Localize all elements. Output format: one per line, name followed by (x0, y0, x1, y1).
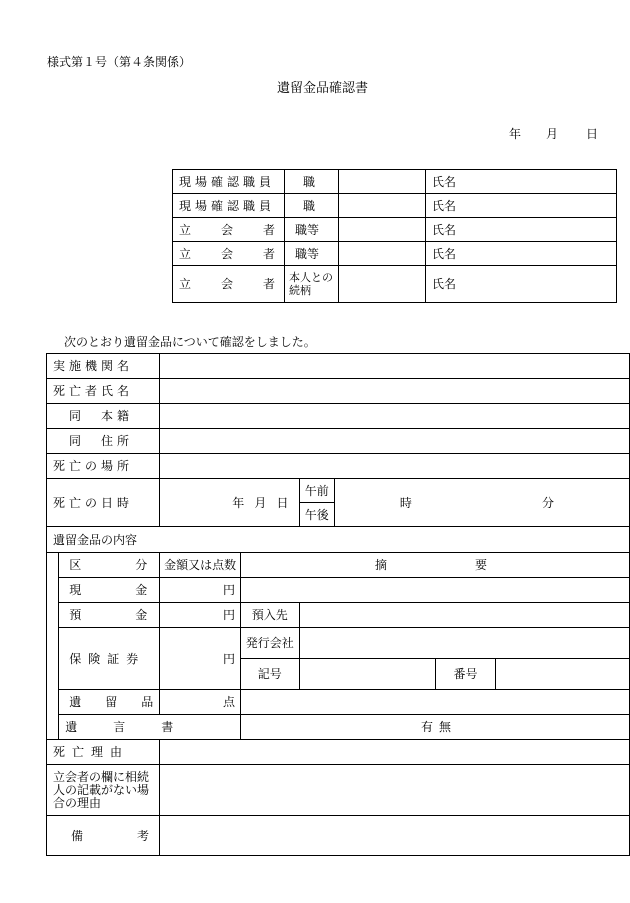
cash-amount[interactable]: 円 (160, 578, 241, 603)
symbol-value[interactable] (299, 659, 436, 690)
witness-role: 現場確認職員 (173, 194, 285, 218)
will-option-group (421, 720, 451, 734)
death-reason-label: 死亡理由 (47, 740, 160, 765)
witness-name-label[interactable]: 氏名 (426, 266, 617, 303)
deposit-label: 預 金 (59, 603, 160, 628)
witness-row (173, 218, 617, 242)
items-count[interactable]: 点 (160, 690, 241, 715)
number-value[interactable] (495, 659, 629, 690)
deceased-name-row (47, 379, 630, 404)
witness-field-value[interactable] (339, 242, 426, 266)
witness-field-value[interactable] (339, 218, 426, 242)
deceased-name-value[interactable] (160, 379, 630, 404)
document-title: 遺留金品確認書 (277, 81, 369, 96)
witness-table (172, 169, 617, 303)
witness-role: 立 会 者 (173, 242, 285, 266)
witness-role: 立 会 者 (173, 266, 285, 303)
witness-field-label: 職等 (285, 218, 339, 242)
deposit-to-value[interactable] (299, 603, 629, 628)
death-place-label: 死亡の場所 (47, 454, 160, 479)
witness-field-value[interactable] (339, 266, 426, 303)
death-place-value[interactable] (160, 454, 630, 479)
col-amount-label: 金額又は点数 (160, 553, 241, 578)
deposit-amount[interactable]: 円 (160, 603, 241, 628)
address-label: 同 住所 (47, 429, 160, 454)
death-datetime-label: 死亡の日時 (47, 479, 160, 527)
am-option[interactable]: 午前 (299, 479, 334, 503)
remarks-value[interactable] (160, 816, 630, 856)
number-label: 番号 (436, 659, 496, 690)
agency-row (47, 354, 630, 379)
witness-row (173, 242, 617, 266)
no-heir-reason-label: 立会者の欄に相続人の記載がない場合の理由 (47, 765, 160, 816)
witness-name-label[interactable]: 氏名 (426, 242, 617, 266)
death-date-fields (232, 496, 288, 510)
remarks-row (47, 816, 630, 856)
address-row (47, 429, 630, 454)
death-time-value[interactable] (334, 479, 629, 527)
witness-field-value[interactable] (339, 170, 426, 194)
will-yes-option[interactable]: 有 (421, 720, 434, 734)
main-form-table (46, 353, 630, 856)
col-category-label: 区 分 (59, 553, 160, 578)
address-value[interactable] (160, 429, 630, 454)
date-year-label: 年 (509, 127, 522, 141)
cash-label: 現 金 (59, 578, 160, 603)
insurance-row (47, 628, 630, 659)
cash-row (47, 578, 630, 603)
witness-field-label: 職等 (285, 242, 339, 266)
dt-day-label: 日 (276, 495, 289, 510)
insurance-label: 保険証券 (59, 628, 160, 690)
domicile-label: 同 本籍 (47, 404, 160, 429)
agency-label: 実施機関名 (47, 354, 160, 379)
symbol-label: 記号 (241, 659, 300, 690)
dt-year-label: 年 (232, 495, 245, 510)
death-place-row (47, 454, 630, 479)
death-time-fields (400, 496, 554, 510)
contents-column-row (47, 553, 630, 578)
will-options[interactable] (241, 715, 630, 740)
witness-field-label: 本人との続柄 (285, 266, 339, 303)
items-label: 遺 留 品 (59, 690, 160, 715)
no-heir-reason-value[interactable] (160, 765, 630, 816)
pm-option[interactable]: 午後 (299, 503, 334, 527)
death-date-value[interactable] (160, 479, 299, 527)
will-label: 遺 言 書 (59, 715, 241, 740)
col-summary-label: 摘 要 (241, 553, 630, 578)
date-month-label: 月 (546, 127, 559, 141)
deposit-to-label: 預入先 (241, 603, 300, 628)
no-heir-reason-row (47, 765, 630, 816)
death-datetime-row (47, 479, 630, 503)
issuer-value[interactable] (299, 628, 629, 659)
contents-label: 遺留金品の内容 (47, 527, 630, 553)
death-reason-row (47, 740, 630, 765)
witness-row (173, 194, 617, 218)
witness-field-label: 職 (285, 170, 339, 194)
items-row (47, 690, 630, 715)
domicile-value[interactable] (160, 404, 630, 429)
date-day-label: 日 (586, 127, 599, 141)
dt-month-label: 月 (254, 495, 267, 510)
witness-field-label: 職 (285, 194, 339, 218)
deceased-name-label: 死亡者氏名 (47, 379, 160, 404)
items-summary[interactable] (241, 690, 630, 715)
contents-header-row (47, 527, 630, 553)
agency-value[interactable] (160, 354, 630, 379)
witness-name-label[interactable]: 氏名 (426, 218, 617, 242)
witness-role: 現場確認職員 (173, 170, 285, 194)
witness-role: 立 会 者 (173, 218, 285, 242)
witness-name-label[interactable]: 氏名 (426, 170, 617, 194)
witness-row (173, 266, 617, 303)
contents-indent (47, 553, 59, 740)
insurance-amount[interactable]: 円 (160, 628, 241, 690)
remarks-label: 備 考 (47, 816, 160, 856)
death-reason-value[interactable] (160, 740, 630, 765)
minute-label: 分 (541, 495, 554, 510)
will-no-option[interactable]: 無 (438, 720, 451, 734)
will-row (47, 715, 630, 740)
issuer-label: 発行会社 (241, 628, 300, 659)
cash-summary[interactable] (241, 578, 630, 603)
domicile-row (47, 404, 630, 429)
witness-field-value[interactable] (339, 194, 426, 218)
intro-text: 次のとおり遺留金品について確認をしました。 (64, 335, 316, 349)
witness-name-label[interactable]: 氏名 (426, 194, 617, 218)
witness-row (173, 170, 617, 194)
deposit-row (47, 603, 630, 628)
hour-label: 時 (399, 495, 412, 510)
form-number: 様式第１号（第４条関係） (47, 55, 192, 69)
